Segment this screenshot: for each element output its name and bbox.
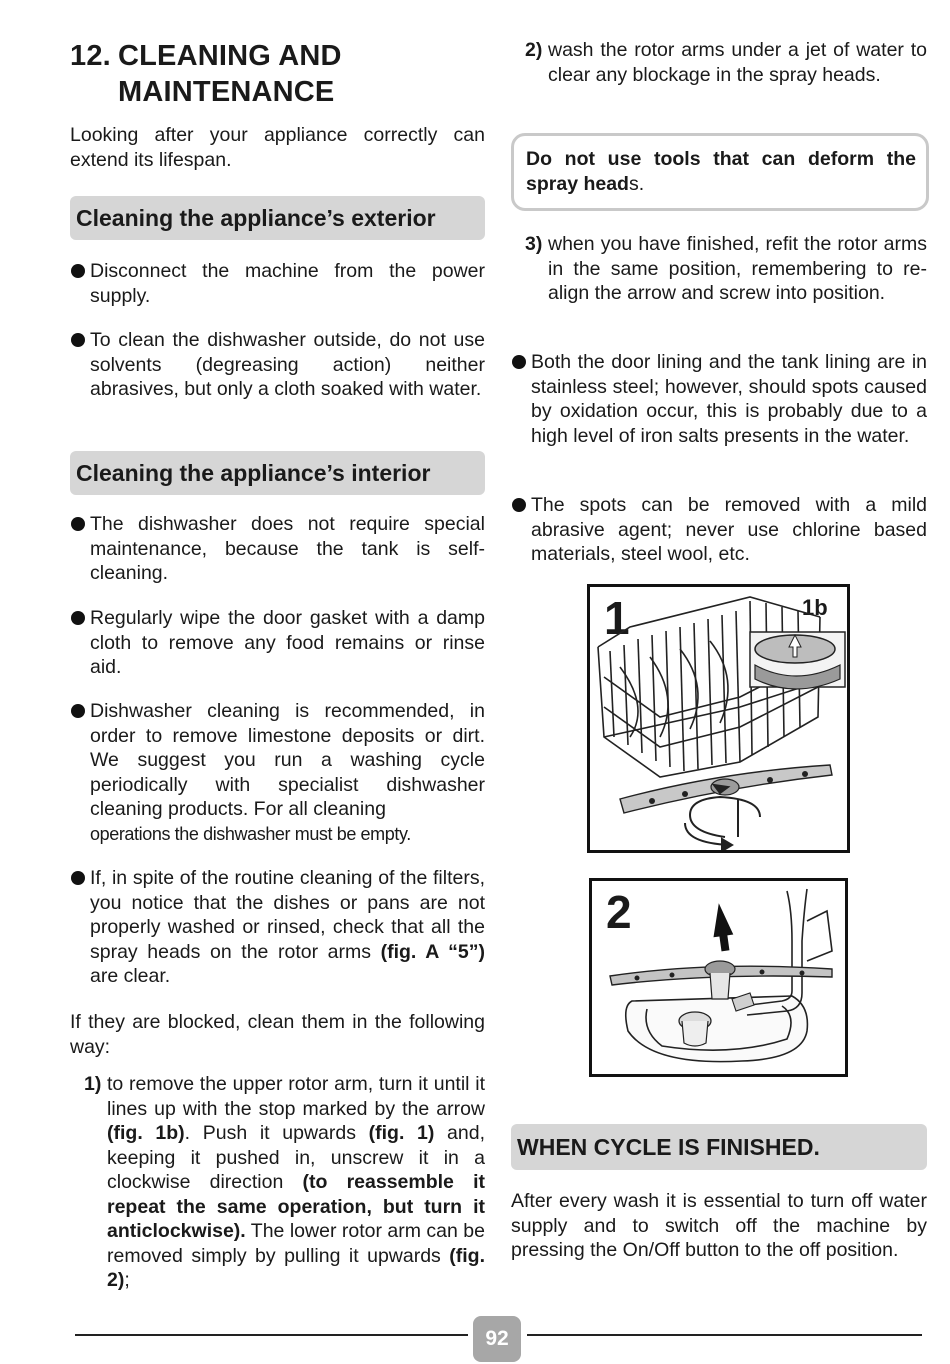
bullet-text: If, in spite of the routine cleaning of the filters, you notice that the dishes or pans are not properly washed or rinsed, check that all the spray heads on the rotor arms (fig. A “5”) are clear. [90,867,485,987]
bullet-icon [512,355,526,369]
lower-arm-illustration [592,881,845,1074]
title-line-1: CLEANING AND [118,40,342,72]
bullet-text: The spots can be removed with a mild abrasive agent; never use chlorine based materials, steel wool, etc. [531,494,927,565]
list-item [70,699,485,846]
bullet-text: Dishwasher cleaning is recommended, in order to remove limestone deposits or dirt. We suggest you run a washing cycle periodically with specialist dishwasher cleaning products. For all cleaning operations the dishwasher must be empty. [90,700,485,844]
bullet-text: Both the door lining and the tank lining are in stainless steel; however, should spots caused by oxidation occur, this is probably due to a high level of iron salts presents in the water. [531,351,927,447]
blocked-intro: If they are blocked, clean them in the following way: [70,1011,485,1058]
step-number: 1) [84,1073,102,1095]
bullet-text: The dishwasher does not require special maintenance, because the tank is self-cleaning. [90,513,485,584]
warning-note [511,133,929,211]
section-number: 12. [70,40,111,72]
footer-divider-right [527,1334,922,1336]
bullet-icon [71,704,85,718]
step-1 [84,1072,485,1293]
bullet-icon [71,264,85,278]
note-text: Do not use tools that can deform the spray heads. [526,148,916,195]
bullet-icon [512,498,526,512]
bullet-text: To clean the dishwasher outside, do not use solvents (degreasing action) neither abrasives, but only a cloth soaked with water. [90,329,485,400]
step-text: when you have finished, refit the rotor arms in the same position, remembering to re-align the arrow and screw into position. [548,233,927,304]
cycle-finished-heading: WHEN CYCLE IS FINISHED. [511,1124,927,1170]
figure-2-label: 2 [606,886,632,938]
page-title [70,38,342,110]
list-item [70,259,485,308]
intro-paragraph: Looking after your appliance correctly can extend its lifespan. [70,124,485,171]
footer-divider-left [75,1334,468,1336]
bullet-icon [71,871,85,885]
bullet-icon [71,517,85,531]
page-number: 92 [473,1316,521,1362]
figure-1b-label: 1b [802,595,828,620]
bullet-icon [71,333,85,347]
figure-2-lower-rotor-arm [589,878,848,1077]
cycle-finished-text: After every wash it is essential to turn off water supply and to switch off the machine by pressing the On/Off button to the off position. [511,1190,927,1261]
step-text: to remove the upper rotor arm, turn it until it lines up with the stop marked by the arrow (fig. 1b). Push it upwards (fig. 1) and, keeping it pushed in, unscrew it in a clockwise direction (to reassemble it repeat the same operation, but turn it anticlockwise). The lower rotor arm can be removed simply by pulling it upwards (fig. 2); [107,1073,486,1291]
figure-1-label: 1 [604,592,630,644]
bullet-icon [71,611,85,625]
step-number: 3) [525,233,543,255]
interior-heading: Cleaning the appliance’s interior [70,451,485,495]
step-3 [525,232,927,306]
step-2 [525,38,927,87]
figure-1-upper-rotor-arm [587,584,850,853]
list-item [511,350,927,448]
exterior-heading: Cleaning the appliance’s exterior [70,196,485,240]
list-item [70,606,485,680]
step-number: 2) [525,39,543,61]
bullet-text: Regularly wipe the door gasket with a damp cloth to remove any food remains or rinse aid. [90,607,485,678]
list-item [70,512,485,586]
step-text: wash the rotor arms under a jet of water to clear any blockage in the spray heads. [548,39,927,86]
basket-rotor-illustration [590,587,847,850]
bullet-text: Disconnect the machine from the power supply. [90,260,485,307]
list-item [70,866,485,989]
list-item [511,493,927,567]
title-line-2: MAINTENANCE [118,76,335,108]
list-item [70,328,485,402]
